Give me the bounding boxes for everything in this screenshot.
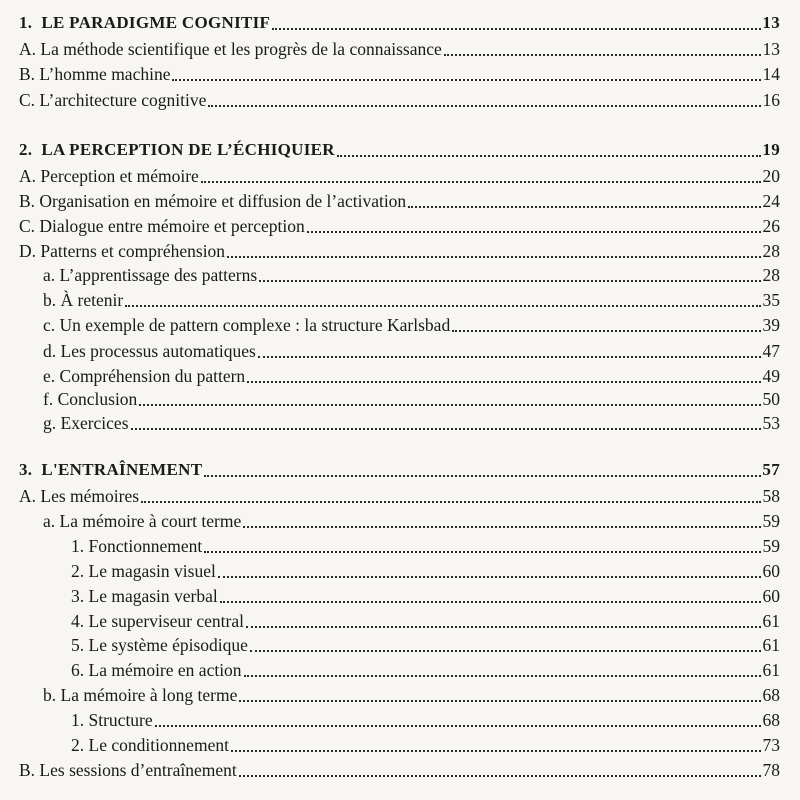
entry-label: f. Conclusion [43,389,138,409]
entry-label: d. Les processus automatiques [43,341,256,361]
entry-label: 4. Le superviseur central [71,611,244,631]
toc-entry [19,759,780,783]
page-number: 14 [762,64,780,84]
dot-leader [250,650,761,652]
entry-label: a. L’apprentissage des patterns [43,265,258,285]
toc-subsubentry [71,535,780,559]
toc-subsubentry [71,560,780,584]
toc-subentry [43,289,780,313]
dot-leader [204,551,761,553]
dot-leader [408,206,761,208]
page-number: 35 [762,290,780,310]
page-number: 24 [762,191,780,211]
entry-label: C. L’architecture cognitive [19,90,207,110]
toc-entry [19,89,780,113]
page-number: 60 [762,561,780,581]
section-title: L'ENTRAÎNEMENT [41,460,203,479]
toc-subentry [43,365,780,389]
page-number: 19 [762,140,780,159]
dot-leader [337,155,761,157]
entry-label: C. Dialogue entre mémoire et perception [19,216,305,236]
entry-label: b. À retenir [43,290,124,310]
entry-label: A. Perception et mémoire [19,166,199,186]
page-number: 26 [762,216,780,236]
dot-leader [452,330,761,332]
dot-leader [246,626,761,628]
page-number: 61 [762,611,780,631]
toc-entry [19,485,780,509]
dot-leader [172,79,761,81]
entry-label: 5. Le système épisodique [71,635,248,655]
dot-leader [218,576,761,578]
toc-subentry [43,412,780,436]
page-number: 53 [762,413,780,433]
dot-leader [220,601,761,603]
dot-leader [243,526,761,528]
toc-subsubentry [71,734,780,758]
dot-leader [201,181,761,183]
toc-subsubentry [71,709,780,733]
toc-entry [19,190,780,214]
page-number: 59 [762,511,780,531]
page-number: 20 [762,166,780,186]
entry-label: a. La mémoire à court terme [43,511,242,531]
toc-subentry [43,340,780,364]
entry-label: A. Les mémoires [19,486,140,506]
dot-leader [239,775,761,777]
section-number: 1. [19,13,33,32]
page-number: 61 [762,635,780,655]
dot-leader [258,356,761,358]
page-number: 59 [762,536,780,556]
dot-leader [259,280,761,282]
dot-leader [208,105,761,107]
section-heading-3 [19,459,780,483]
page-number: 39 [762,315,780,335]
dot-leader [239,700,761,702]
toc-entry [19,240,780,264]
dot-leader [272,28,761,30]
page-number: 13 [762,13,780,32]
dot-leader [155,725,761,727]
page-number: 50 [762,389,780,409]
entry-label: B. L’homme machine [19,64,171,84]
page-number: 60 [762,586,780,606]
entry-label: 1. Structure [71,710,153,730]
page-number: 28 [762,241,780,261]
toc-subentry [43,510,780,534]
entry-label: 2. Le conditionnement [71,735,229,755]
section-title: LE PARADIGME COGNITIF [41,13,271,32]
dot-leader [204,475,761,477]
entry-label: e. Compréhension du pattern [43,366,246,386]
dot-leader [244,675,761,677]
toc-entry [19,165,780,189]
dot-leader [231,750,761,752]
entry-label: 3. Le magasin verbal [71,586,218,606]
page-number: 28 [762,265,780,285]
entry-label: A. La méthode scientifique et les progrès de la connaissance [19,39,442,59]
page-number: 58 [762,486,780,506]
toc-subentry [43,264,780,288]
section-heading-2 [19,139,780,163]
page-number: 68 [762,685,780,705]
toc-subsubentry [71,634,780,658]
toc-subsubentry [71,610,780,634]
dot-leader [141,501,761,503]
dot-leader [444,54,761,56]
toc-subsubentry [71,659,780,683]
toc-subentry [43,314,780,338]
entry-label: g. Exercices [43,413,129,433]
toc-subentry [43,388,780,412]
entry-label: 6. La mémoire en action [71,660,242,680]
section-number: 3. [19,460,33,479]
section-heading-1 [19,12,780,36]
page-number: 47 [762,341,780,361]
dot-leader [227,256,761,258]
entry-label: c. Un exemple de pattern complexe : la structure Karlsbad [43,315,451,335]
page-number: 68 [762,710,780,730]
page-number: 61 [762,660,780,680]
entry-label: B. Les sessions d’entraînement [19,760,237,780]
page-number: 73 [762,735,780,755]
page-number: 78 [762,760,780,780]
toc-subsubentry [71,585,780,609]
dot-leader [125,305,761,307]
entry-label: B. Organisation en mémoire et diffusion de l’activation [19,191,407,211]
page-number: 57 [762,460,780,479]
entry-label: D. Patterns et compréhension [19,241,226,261]
dot-leader [139,404,761,406]
dot-leader [307,231,761,233]
toc-entry [19,38,780,62]
dot-leader [247,381,761,383]
entry-label: 2. Le magasin visuel [71,561,216,581]
toc-entry [19,63,780,87]
section-number: 2. [19,140,33,159]
page-number: 49 [762,366,780,386]
dot-leader [131,428,761,430]
entry-label: 1. Fonctionnement [71,536,203,556]
entry-label: b. La mémoire à long terme [43,685,238,705]
toc-entry [19,215,780,239]
page-number: 16 [762,90,780,110]
section-title: LA PERCEPTION DE L’ÉCHIQUIER [41,140,335,159]
toc-subentry [43,684,780,708]
page-number: 13 [762,39,780,59]
